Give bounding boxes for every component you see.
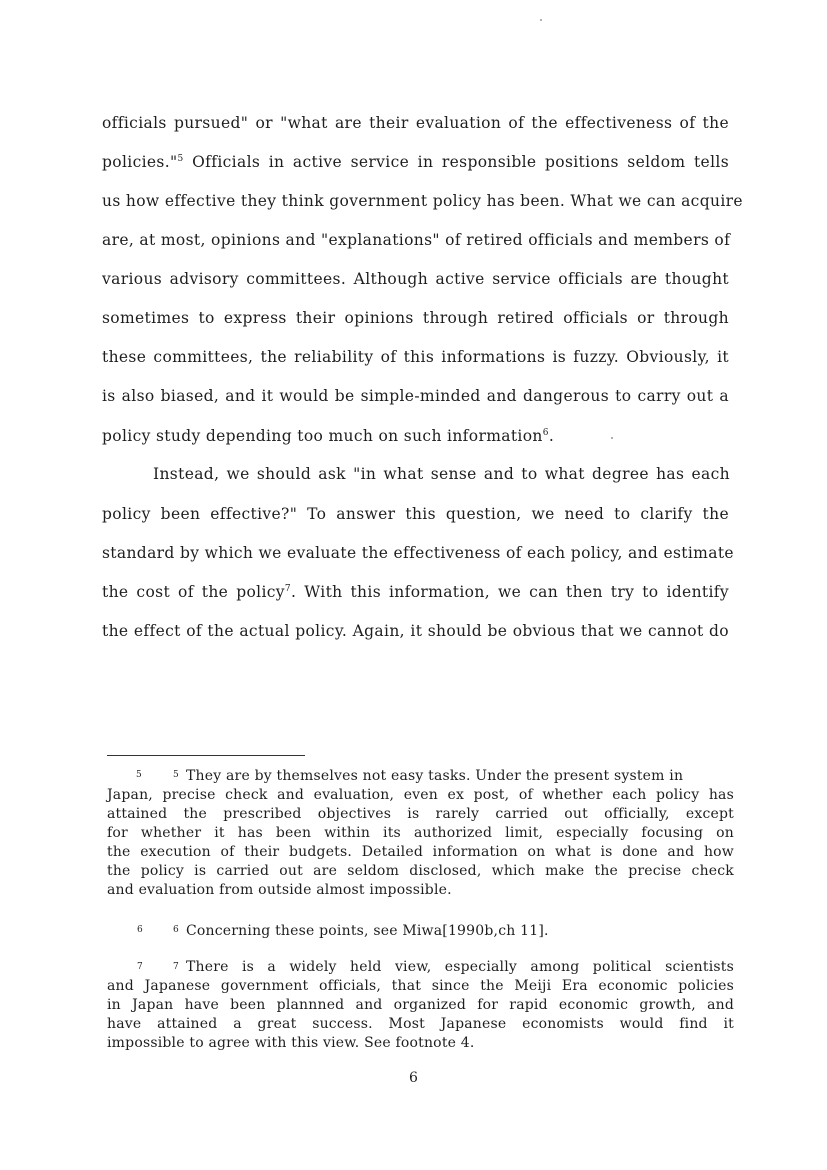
body-line: policies."$^5$ Officials in active service in responsible positions seldom tells [102,153,729,171]
body-line: are, at most, opinions and "explanations" of retired officials and members of [102,231,731,249]
footnote-marker: 5 [173,770,179,780]
body-line: various advisory committees. Although active service officials are thought [102,270,729,288]
footnote-number: 5 [136,770,142,780]
footnote-marker: 7 [173,962,179,972]
scan-speck [611,437,613,439]
body-line: is also biased, and it would be simple-minded and dangerous to carry out a [102,387,729,405]
footnote-line: the policy is carried out are seldom disclosed, which make the precise check [107,863,734,879]
page-number: 6 [409,1070,418,1086]
body-line: policy been effective?" To answer this question, we need to clarify the [102,505,729,523]
scan-speck [540,19,542,21]
footnote-line: and evaluation from outside almost impossible. [107,882,452,898]
footnote-ref: 7 [284,584,291,594]
footnote-ref: 6 [542,428,549,438]
footnote-ref: 5 [177,154,184,164]
footnote-line: attained the prescribed objectives is rarely carried out officially, except [107,806,734,822]
footnote-line: and Japanese government officials, that since the Meiji Era economic policies [107,978,734,994]
footnote-line: have attained a great success. Most Japanese economists would find it [107,1016,734,1032]
footnote-line: There is a widely held view, especially among political scientists [186,959,734,975]
body-line: the cost of the policy$^7$. With this information, we can then try to identify [102,583,729,601]
footnote-line: Concerning these points, see Miwa[1990b,ch 11]. [186,923,549,939]
footnote-separator [107,755,305,756]
footnote-line: impossible to agree with this view. See footnote 4. [107,1035,475,1051]
body-line: sometimes to express their opinions through retired officials or through [102,309,729,327]
footnote-line: in Japan have been plannned and organized for rapid economic growth, and [107,997,734,1013]
body-line: these committees, the reliability of this informations is fuzzy. Obviously, it [102,348,729,366]
body-line: us how effective they think government policy has been. What we can acquire [102,192,743,210]
footnote-line: the execution of their budgets. Detailed information on what is done and how [107,844,734,860]
body-line: the effect of the actual policy. Again, it should be obvious that we cannot do [102,622,729,640]
footnote-line: for whether it has been within its authorized limit, especially focusing on [107,825,734,841]
body-line: officials pursued" or "what are their evaluation of the effectiveness of the [102,114,729,132]
body-line: Instead, we should ask "in what sense and to what degree has each [153,465,730,483]
body-line: standard by which we evaluate the effectiveness of each policy, and estimate [102,544,734,562]
footnote-line: They are by themselves not easy tasks. Under the present system in [186,768,684,784]
footnote-marker: 6 [173,925,179,935]
footnote-line: Japan, precise check and evaluation, even ex post, of whether each policy has [107,787,734,803]
body-line: policy study depending too much on such information$^6$. [102,427,555,445]
footnote-number: 6 [137,925,143,935]
footnote-number: 7 [137,962,143,972]
